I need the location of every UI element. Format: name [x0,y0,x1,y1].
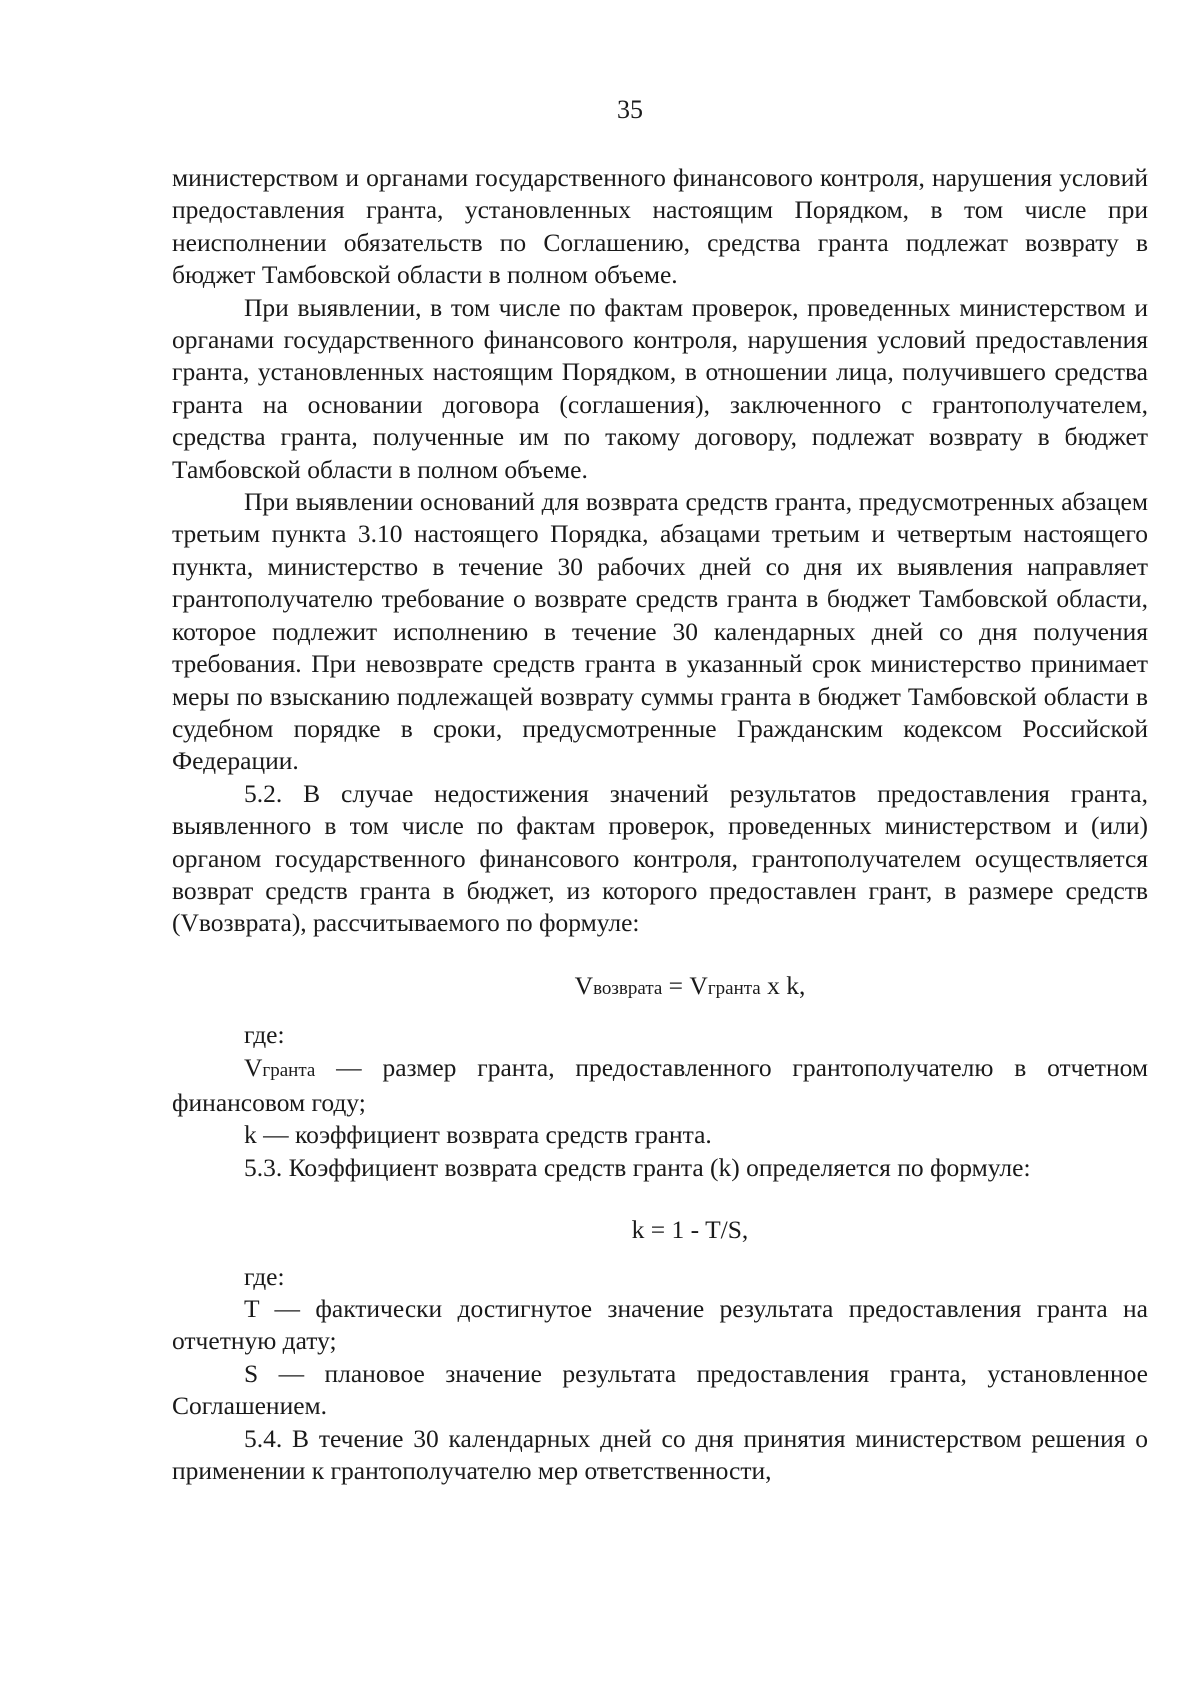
paragraph-return-requirement: При выявлении оснований для возврата средств гранта, предусмотренных абзацем третьим пункта 3.10 настоящего Порядка, абзацами третьим и четвертым настоящего пункта, министерство в течение 30 рабочих дней со дня их выявления направляет грантополучателю требование о возврате средств гранта в бюджет Тамбовской области, которое подлежит исполнению в течение 30 календарных дней со дня получения требования. При невозврате средств гранта в указанный срок министерство принимает меры по взысканию подлежащей возврату суммы гранта в бюджет Тамбовской области в судебном порядке в сроки, предусмотренные Гражданским кодексом Российской Федерации. [172,487,1148,776]
paragraph-5-2: 5.2. В случае недостижения значений результатов предоставления гранта, выявленного в том числе по фактам проверок, проведенных министерством и (или) органом государственного финансового контроля, грантополучателем осуществляется возврат средств гранта в бюджет, из которого предоставлен грант, в размере средств (Vвозврата), рассчитываемого по формуле: [172,778,1148,938]
formula-equals-v: = V [662,970,708,1000]
formula-sub-grant: гранта [707,977,761,999]
definition-s: S — плановое значение результата предоставления гранта, установленное Соглашением. [172,1358,1148,1421]
paragraph-contractor-violations: При выявлении, в том числе по фактам проверок, проведенных министерством и органами государственного финансового контроля, нарушения условий предоставления гранта, установленных настоящим Порядком, в отношении лица, получившего средства гранта на основании договора (соглашения), заключенного с грантополучателем, средства гранта, полученные им по такому договору, подлежат возврату в бюджет Тамбовской области в полном объеме. [172,292,1148,484]
where-label-2: где: [244,1261,285,1291]
formula-sub-return: возврата [593,977,663,999]
paragraph-5-3: 5.3. Коэффициент возврата средств гранта (k) определяется по формуле: [244,1152,1031,1182]
definition-k: k — коэффициент возврата средств гранта. [244,1120,712,1150]
document-body [172,162,1148,1487]
formula-v: V [574,970,594,1000]
paragraph-continuation: министерством и органами государственного финансового контроля, нарушения условий предоставления гранта, установленных настоящим Порядком, в том числе при неисполнении обязательств по Соглашению, средства гранта подлежат возврату в бюджет Тамбовской области в полном объеме. [172,163,1148,290]
where-label: где: [244,1020,285,1050]
formula-return-amount [172,970,1148,1005]
paragraph-5-4: 5.4. В течение 30 календарных дней со дня принятия министерством решения о применении к грантополучателю мер ответственности, [172,1423,1148,1486]
formula-tail: x k, [760,970,806,1000]
definition-t: T — фактически достигнутое значение результата предоставления гранта на отчетную дату; [172,1294,1148,1356]
formula-coefficient: k = 1 - T/S, [631,1215,749,1245]
page-number: 35 [617,95,643,124]
definition-vgranta-text: — размер гранта, предоставленного грантополучателю в отчетном финансовом году; [172,1052,1148,1117]
definition-vgranta-sub: гранта [262,1059,316,1081]
definition-vgranta: Vгранта — размер гранта, предоставленного грантополучателю в отчетном финансовом году; [172,1052,1148,1117]
